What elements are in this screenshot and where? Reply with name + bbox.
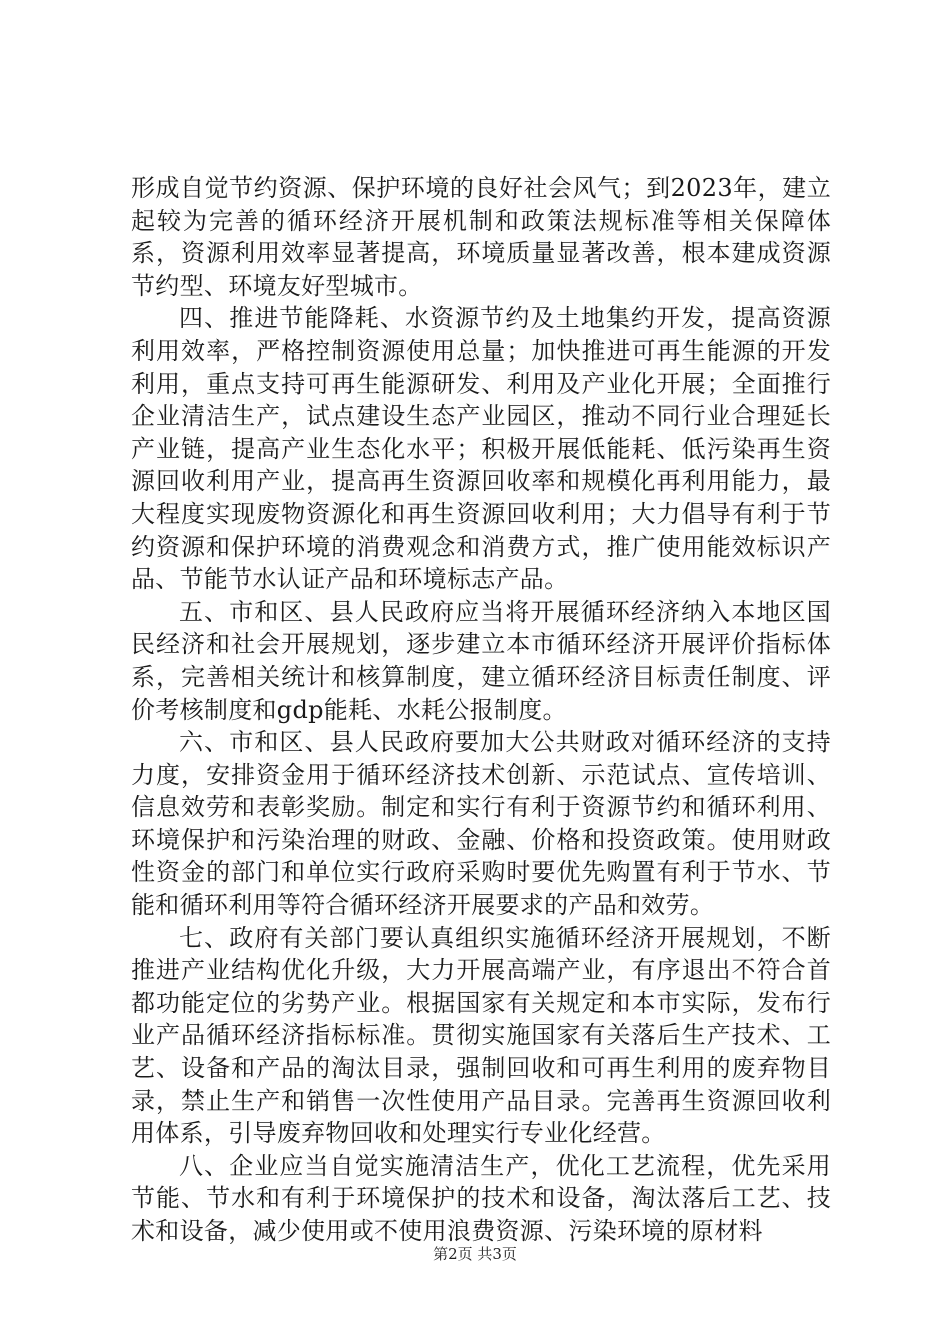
paragraph-eight: 八、企业应当自觉实施清洁生产，优化工艺流程，优先采用节能、节水和有利于环境保护的技术和设备，淘汰落后工艺、技术和设备，减少使用或不使用浪费资源、污染环境的原材料 — [131, 1151, 831, 1245]
paragraph-continued: 形成自觉节约资源、保护环境的良好社会风气；到2023年，建立起较为完善的循环经济开展机制和政策法规标准等相关保障体系，资源利用效率显著提高，环境质量显著改善，根本建成资源节约型、环境友好型城市。 — [131, 174, 831, 300]
page-footer — [0, 1243, 950, 1264]
document-body — [131, 172, 831, 1248]
paragraph-six: 六、市和区、县人民政府要加大公共财政对循环经济的支持力度，安排资金用于循环经济技术创新、示范试点、宣传培训、信息效劳和表彰奖励。制定和实行有利于资源节约和循环利用、环境保护和污染治理的财政、金融、价格和投资政策。使用财政性资金的部门和单位实行政府采购时要优先购置有利于节水、节能和循环利用等符合循环经济开展要求的产品和效劳。 — [131, 728, 831, 920]
paragraph-seven: 七、政府有关部门要认真组织实施循环经济开展规划，不断推进产业结构优化升级，大力开展高端产业，有序退出不符合首都功能定位的劣势产业。根据国家有关规定和本市实际，发布行业产品循环经济指标标准。贯彻实施国家有关落后生产技术、工艺、设备和产品的淘汰目录，强制回收和可再生利用的废弃物目录，禁止生产和销售一次性使用产品目录。完善再生资源回收利用体系，引导废弃物回收和处理实行专业化经营。 — [131, 923, 831, 1148]
paragraph-four: 四、推进节能降耗、水资源节约及土地集约开发，提高资源利用效率，严格控制资源使用总量；加快推进可再生能源的开发利用，重点支持可再生能源研发、利用及产业化开展；全面推行企业清洁生产，试点建设生态产业园区，推动不同行业合理延长产业链，提高产业生态化水平；积极开展低能耗、低污染再生资源回收利用产业，提高再生资源回收率和规模化再利用能力，最大程度实现废物资源化和再生资源回收利用；大力倡导有利于节约资源和保护环境的消费观念和消费方式，推广使用能效标识产品、节能节水认证产品和环境标志产品。 — [131, 304, 831, 594]
paragraph-five: 五、市和区、县人民政府应当将开展循环经济纳入本地区国民经济和社会开展规划，逐步建立本市循环经济开展评价指标体系，完善相关统计和核算制度，建立循环经济目标责任制度、评价考核制度和gdp能耗、水耗公报制度。 — [131, 597, 831, 724]
page-number-label: 第2页 共3页 — [433, 1245, 517, 1263]
